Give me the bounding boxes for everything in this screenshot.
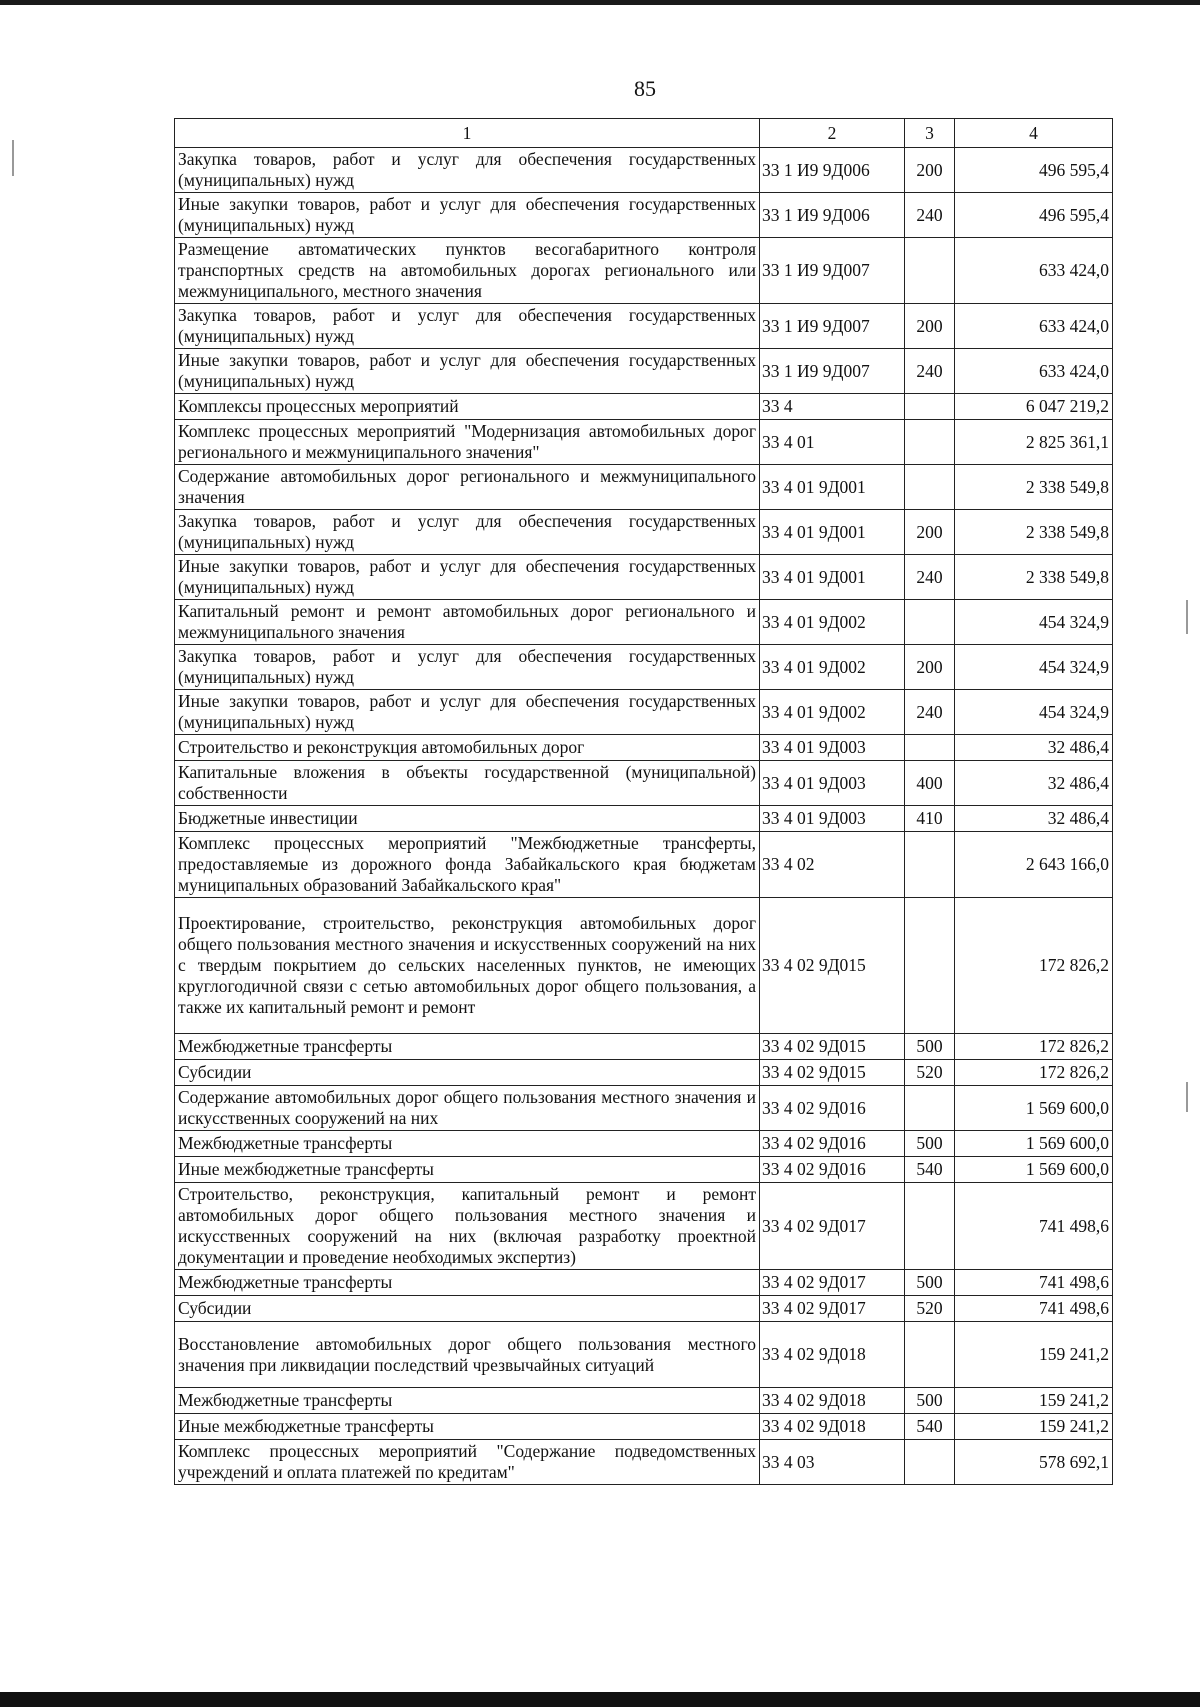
row-amount: 32 486,4 [955,806,1113,832]
row-code: 33 4 02 9Д016 [760,1131,905,1157]
table-row [175,555,1113,600]
row-type [905,420,955,465]
row-type [905,735,955,761]
row-type [905,1183,955,1270]
row-amount: 496 595,4 [955,148,1113,193]
row-name: Комплекс процессных мероприятий "Содержание подведомственных учреждений и оплата платежей по кредитам" [175,1440,760,1485]
page-number: 85 [634,76,656,101]
row-code: 33 4 01 9Д003 [760,735,905,761]
table-row [175,238,1113,304]
row-type [905,1322,955,1388]
row-code: 33 4 02 9Д017 [760,1296,905,1322]
row-name: Иные закупки товаров, работ и услуг для обеспечения государственных (муниципальных) нужд [175,349,760,394]
table-row [175,806,1113,832]
row-name: Бюджетные инвестиции [175,806,760,832]
scan-artifact-mark [1186,1082,1188,1112]
row-type: 540 [905,1414,955,1440]
row-code: 33 4 02 9Д015 [760,898,905,1034]
row-amount: 32 486,4 [955,761,1113,806]
row-amount: 2 825 361,1 [955,420,1113,465]
row-amount: 32 486,4 [955,735,1113,761]
row-code: 33 4 01 9Д001 [760,510,905,555]
row-name: Субсидии [175,1296,760,1322]
scan-bottom-edge [0,1692,1200,1707]
row-amount: 578 692,1 [955,1440,1113,1485]
row-type: 500 [905,1131,955,1157]
table-row [175,1157,1113,1183]
table-row [175,600,1113,645]
row-name: Размещение автоматических пунктов весогабаритного контроля транспортных средств на автомобильных дорогах регионального или межмуниципального, местного значения [175,238,760,304]
row-amount: 2 338 549,8 [955,510,1113,555]
row-code: 33 1 И9 9Д007 [760,238,905,304]
column-header: 4 [955,119,1113,148]
row-code: 33 4 01 9Д001 [760,555,905,600]
row-name: Иные закупки товаров, работ и услуг для обеспечения государственных (муниципальных) нужд [175,193,760,238]
row-type [905,898,955,1034]
row-code: 33 4 01 9Д001 [760,465,905,510]
row-type: 540 [905,1157,955,1183]
row-type [905,465,955,510]
row-amount: 2 338 549,8 [955,555,1113,600]
table-row [175,898,1113,1034]
row-amount: 633 424,0 [955,238,1113,304]
row-type [905,1086,955,1131]
row-type [905,394,955,420]
row-name: Межбюджетные трансферты [175,1388,760,1414]
row-type [905,832,955,898]
row-type [905,1440,955,1485]
table-row [175,1131,1113,1157]
row-amount: 741 498,6 [955,1296,1113,1322]
row-type [905,238,955,304]
row-type: 240 [905,349,955,394]
row-name: Иные закупки товаров, работ и услуг для обеспечения государственных (муниципальных) нужд [175,690,760,735]
table-row [175,510,1113,555]
row-name: Закупка товаров, работ и услуг для обеспечения государственных (муниципальных) нужд [175,510,760,555]
table-row [175,832,1113,898]
row-code: 33 4 01 9Д002 [760,690,905,735]
table-row [175,1414,1113,1440]
scan-artifact-mark [12,140,14,176]
row-code: 33 4 02 9Д017 [760,1270,905,1296]
row-code: 33 1 И9 9Д007 [760,304,905,349]
table-row [175,1440,1113,1485]
row-amount: 172 826,2 [955,898,1113,1034]
row-code: 33 4 01 9Д003 [760,761,905,806]
row-amount: 159 241,2 [955,1414,1113,1440]
row-name: Восстановление автомобильных дорог общего пользования местного значения при ликвидации последствий чрезвычайных ситуаций [175,1322,760,1388]
row-type: 500 [905,1270,955,1296]
row-name: Иные межбюджетные трансферты [175,1414,760,1440]
row-amount: 2 338 549,8 [955,465,1113,510]
table-row [175,193,1113,238]
table-row [175,1322,1113,1388]
row-type: 240 [905,555,955,600]
table-row [175,690,1113,735]
row-name: Закупка товаров, работ и услуг для обеспечения государственных (муниципальных) нужд [175,304,760,349]
row-code: 33 4 01 [760,420,905,465]
column-header: 3 [905,119,955,148]
row-type: 400 [905,761,955,806]
row-name: Межбюджетные трансферты [175,1034,760,1060]
row-type: 200 [905,148,955,193]
row-type: 520 [905,1060,955,1086]
row-type: 240 [905,193,955,238]
table-row [175,1388,1113,1414]
row-name: Содержание автомобильных дорог общего пользования местного значения и искусственных сооружений на них [175,1086,760,1131]
row-amount: 454 324,9 [955,600,1113,645]
row-type: 240 [905,690,955,735]
row-amount: 2 643 166,0 [955,832,1113,898]
table-row [175,394,1113,420]
table-row [175,645,1113,690]
row-amount: 172 826,2 [955,1060,1113,1086]
row-name: Капитальные вложения в объекты государственной (муниципальной) собственности [175,761,760,806]
row-code: 33 1 И9 9Д006 [760,148,905,193]
table-row [175,304,1113,349]
row-code: 33 4 02 9Д017 [760,1183,905,1270]
row-name: Комплекс процессных мероприятий "Межбюджетные трансферты, предоставляемые из дорожного фонда Забайкальского края бюджетам муниципальных образований Забайкальского края" [175,832,760,898]
row-amount: 6 047 219,2 [955,394,1113,420]
row-name: Комплексы процессных мероприятий [175,394,760,420]
row-code: 33 4 01 9Д002 [760,600,905,645]
table-row [175,465,1113,510]
table-row [175,1060,1113,1086]
row-amount: 741 498,6 [955,1183,1113,1270]
budget-table [174,118,1113,1485]
table-header-row [175,119,1113,148]
row-name: Иные закупки товаров, работ и услуг для обеспечения государственных (муниципальных) нужд [175,555,760,600]
table-row [175,735,1113,761]
scan-top-edge [0,0,1200,5]
row-code: 33 4 02 9Д016 [760,1157,905,1183]
scan-artifact-mark [1186,600,1188,634]
row-name: Межбюджетные трансферты [175,1270,760,1296]
row-type: 410 [905,806,955,832]
row-name: Строительство и реконструкция автомобильных дорог [175,735,760,761]
row-amount: 1 569 600,0 [955,1157,1113,1183]
table-row [175,1183,1113,1270]
row-type: 500 [905,1034,955,1060]
row-code: 33 4 [760,394,905,420]
row-amount: 172 826,2 [955,1034,1113,1060]
row-amount: 633 424,0 [955,304,1113,349]
row-amount: 633 424,0 [955,349,1113,394]
row-code: 33 4 02 9Д018 [760,1414,905,1440]
row-type: 500 [905,1388,955,1414]
row-name: Содержание автомобильных дорог регионального и межмуниципального значения [175,465,760,510]
row-amount: 159 241,2 [955,1388,1113,1414]
table-row [175,349,1113,394]
row-name: Комплекс процессных мероприятий "Модернизация автомобильных дорог регионального и межмуниципального значения" [175,420,760,465]
row-type [905,600,955,645]
row-code: 33 4 02 9Д015 [760,1060,905,1086]
row-type: 200 [905,645,955,690]
row-amount: 496 595,4 [955,193,1113,238]
table-row [175,1270,1113,1296]
table-row [175,761,1113,806]
row-name: Межбюджетные трансферты [175,1131,760,1157]
row-code: 33 1 И9 9Д007 [760,349,905,394]
row-code: 33 4 01 9Д003 [760,806,905,832]
row-type: 520 [905,1296,955,1322]
row-amount: 454 324,9 [955,645,1113,690]
column-header: 1 [175,119,760,148]
row-amount: 159 241,2 [955,1322,1113,1388]
row-code: 33 4 02 9Д016 [760,1086,905,1131]
table-row [175,420,1113,465]
table-row [175,148,1113,193]
row-code: 33 4 02 [760,832,905,898]
row-amount: 1 569 600,0 [955,1131,1113,1157]
row-name: Закупка товаров, работ и услуг для обеспечения государственных (муниципальных) нужд [175,148,760,193]
row-code: 33 4 02 9Д018 [760,1388,905,1414]
row-name: Субсидии [175,1060,760,1086]
row-name: Закупка товаров, работ и услуг для обеспечения государственных (муниципальных) нужд [175,645,760,690]
row-name: Иные межбюджетные трансферты [175,1157,760,1183]
row-amount: 454 324,9 [955,690,1113,735]
row-amount: 1 569 600,0 [955,1086,1113,1131]
row-code: 33 4 02 9Д018 [760,1322,905,1388]
column-header: 2 [760,119,905,148]
table-row [175,1034,1113,1060]
row-name: Капитальный ремонт и ремонт автомобильных дорог регионального и межмуниципального значения [175,600,760,645]
row-type: 200 [905,510,955,555]
row-type: 200 [905,304,955,349]
row-name: Строительство, реконструкция, капитальный ремонт и ремонт автомобильных дорог общего пользования местного значения и искусственных сооружений на них (включая разработку проектной документации и проведение необходимых экспертиз) [175,1183,760,1270]
row-amount: 741 498,6 [955,1270,1113,1296]
row-code: 33 1 И9 9Д006 [760,193,905,238]
table-row [175,1296,1113,1322]
table-row [175,1086,1113,1131]
row-name: Проектирование, строительство, реконструкция автомобильных дорог общего пользования местного значения и искусственных сооружений на них с твердым покрытием до сельских населенных пунктов, не имеющих круглогодичной связи с сетью автомобильных дорог общего пользования, а также их капитальный ремонт и ремонт [175,898,760,1034]
row-code: 33 4 03 [760,1440,905,1485]
row-code: 33 4 01 9Д002 [760,645,905,690]
row-code: 33 4 02 9Д015 [760,1034,905,1060]
